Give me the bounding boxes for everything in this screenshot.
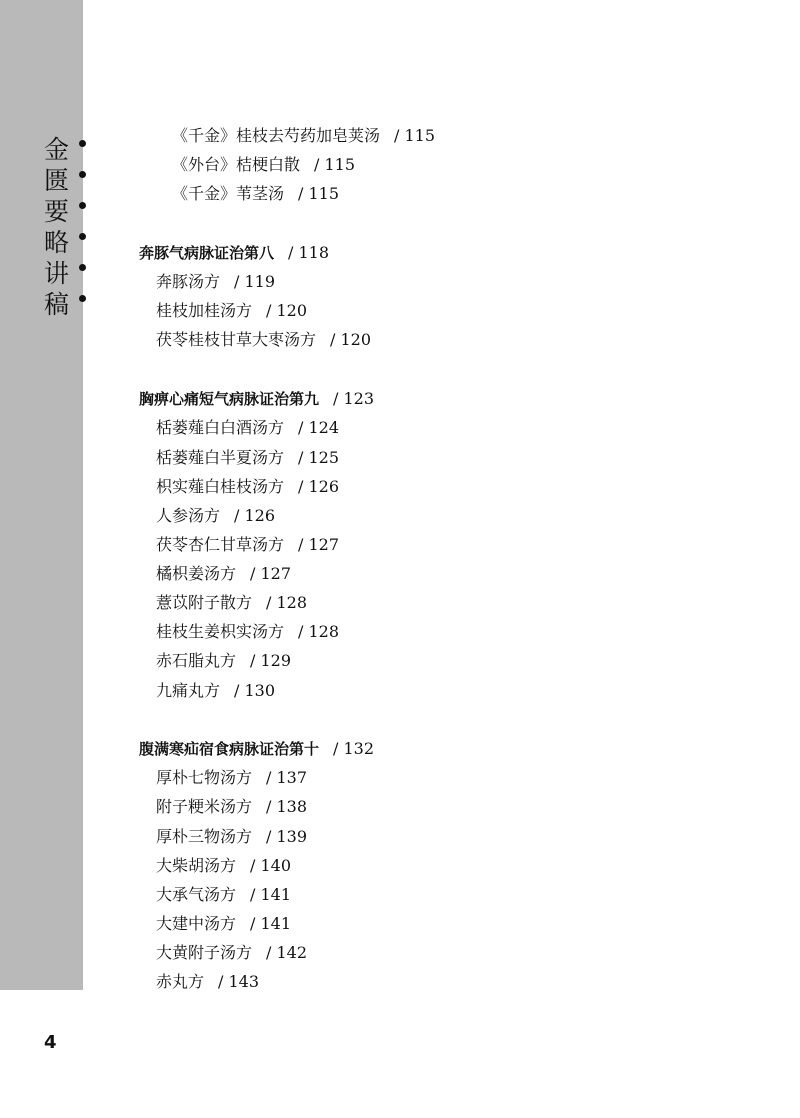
toc-item-entry xyxy=(156,649,291,673)
toc-entry-title: 栝蒌薤白半夏汤方 xyxy=(156,448,285,467)
toc-item-entry xyxy=(156,766,307,790)
toc-entry-title: 奔豚气病脉证治第八 xyxy=(139,244,275,262)
bullet-dot-icon xyxy=(79,264,86,271)
bullet-dot-icon xyxy=(79,295,86,302)
toc-item-entry xyxy=(156,883,291,907)
toc-item-entry xyxy=(156,475,339,499)
bullet-dot-icon xyxy=(79,140,86,147)
toc-entry-page: / 115 xyxy=(314,155,356,174)
toc-entry-page: / 127 xyxy=(298,535,340,554)
toc-entry-page: / 139 xyxy=(266,827,308,846)
toc-entry-title: 大柴胡汤方 xyxy=(156,856,237,875)
toc-entry-title: 桂枝加桂汤方 xyxy=(156,301,253,320)
book-title-char: 稿 xyxy=(44,290,70,319)
page-number: 4 xyxy=(44,1032,57,1053)
toc-entry-title: 桂枝生姜枳实汤方 xyxy=(156,622,285,641)
book-title xyxy=(44,134,80,320)
toc-entry-title: 九痛丸方 xyxy=(156,681,221,700)
toc-entry-page: / 120 xyxy=(266,301,308,320)
toc-entry-title: 大承气汤方 xyxy=(156,885,237,904)
toc-entry-page: / 128 xyxy=(266,593,308,612)
toc-entry-page: / 125 xyxy=(298,448,340,467)
toc-entry-page: / 115 xyxy=(394,126,436,145)
toc-item-entry xyxy=(156,941,307,965)
toc-entry-page: / 126 xyxy=(298,477,340,496)
toc-item-entry xyxy=(156,562,291,586)
toc-entry-page: / 123 xyxy=(333,389,375,408)
toc-entry-title: 橘枳姜汤方 xyxy=(156,564,237,583)
toc-entry-page: / 132 xyxy=(333,739,375,758)
toc-item-entry xyxy=(156,970,259,994)
toc-item-entry xyxy=(156,446,339,470)
toc-entry-title: 厚朴三物汤方 xyxy=(156,827,253,846)
toc-entry-page: / 140 xyxy=(250,856,292,875)
toc-item-entry xyxy=(156,825,307,849)
toc-entry-page: / 130 xyxy=(234,681,276,700)
toc-chapter-entry xyxy=(139,387,374,411)
toc-entry-page: / 119 xyxy=(234,272,276,291)
toc-entry-page: / 115 xyxy=(298,184,340,203)
toc-item-entry xyxy=(156,328,371,352)
toc-entry-title: 薏苡附子散方 xyxy=(156,593,253,612)
toc-entry-title: 大建中汤方 xyxy=(156,914,237,933)
toc-entry-page: / 127 xyxy=(250,564,292,583)
toc-entry-title: 赤石脂丸方 xyxy=(156,651,237,670)
toc-entry-title: 茯苓杏仁甘草汤方 xyxy=(156,535,285,554)
toc-item-entry xyxy=(172,124,435,148)
toc-item-entry xyxy=(156,270,275,294)
bullet-dot-icon xyxy=(79,171,86,178)
toc-entry-page: / 120 xyxy=(330,330,372,349)
bullet-dot-icon xyxy=(79,202,86,209)
toc-item-entry xyxy=(156,795,307,819)
toc-entry-title: 大黄附子汤方 xyxy=(156,943,253,962)
toc-entry-page: / 129 xyxy=(250,651,292,670)
toc-entry-page: / 137 xyxy=(266,768,308,787)
toc-item-entry xyxy=(156,854,291,878)
toc-entry-title: 奔豚汤方 xyxy=(156,272,221,291)
toc-item-entry xyxy=(156,299,307,323)
toc-entry-title: 赤丸方 xyxy=(156,972,205,991)
book-title-char: 要 xyxy=(44,197,70,226)
toc-entry-page: / 124 xyxy=(298,418,340,437)
toc-chapter-entry xyxy=(139,241,329,265)
toc-entry-page: / 143 xyxy=(218,972,260,991)
book-title-char: 略 xyxy=(44,228,70,257)
toc-entry-title: 《千金》桂枝去芍药加皂荚汤 xyxy=(172,126,381,145)
toc-item-entry xyxy=(156,912,291,936)
toc-entry-page: / 138 xyxy=(266,797,308,816)
book-title-char: 金 xyxy=(44,135,70,164)
toc-entry-page: / 118 xyxy=(288,243,330,262)
toc-item-entry xyxy=(156,591,307,615)
toc-entry-title: 《外台》桔梗白散 xyxy=(172,155,301,174)
bullet-dot-icon xyxy=(79,233,86,240)
toc-entry-title: 《千金》苇茎汤 xyxy=(172,184,285,203)
toc-entry-page: / 142 xyxy=(266,943,308,962)
toc-item-entry xyxy=(156,533,339,557)
toc-item-entry xyxy=(172,153,355,177)
toc-item-entry xyxy=(156,679,275,703)
toc-item-entry xyxy=(156,620,339,644)
toc-entry-page: / 141 xyxy=(250,914,292,933)
toc-chapter-entry xyxy=(139,737,374,761)
book-title-char: 匮 xyxy=(44,166,70,195)
toc-entry-page: / 128 xyxy=(298,622,340,641)
toc-entry-page: / 141 xyxy=(250,885,292,904)
toc-entry-title: 人参汤方 xyxy=(156,506,221,525)
toc-entry-title: 枳实薤白桂枝汤方 xyxy=(156,477,285,496)
toc-item-entry xyxy=(156,416,339,440)
toc-entry-title: 腹满寒疝宿食病脉证治第十 xyxy=(139,740,320,758)
toc-entry-page: / 126 xyxy=(234,506,276,525)
toc-entry-title: 厚朴七物汤方 xyxy=(156,768,253,787)
toc-entry-title: 茯苓桂枝甘草大枣汤方 xyxy=(156,330,317,349)
toc-entry-title: 附子粳米汤方 xyxy=(156,797,253,816)
book-title-char: 讲 xyxy=(44,259,70,288)
toc-entry-title: 栝蒌薤白白酒汤方 xyxy=(156,418,285,437)
toc-item-entry xyxy=(156,504,275,528)
toc-entry-title: 胸痹心痛短气病脉证治第九 xyxy=(139,390,320,408)
toc-item-entry xyxy=(172,182,339,206)
